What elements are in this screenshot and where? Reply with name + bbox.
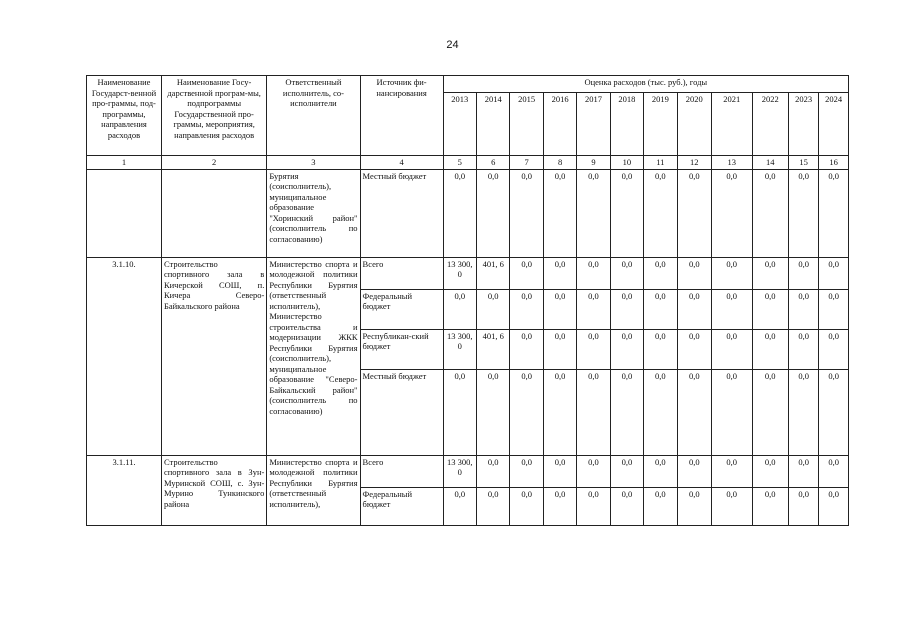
value-cell: 0,0 xyxy=(577,369,610,455)
column-number: 2 xyxy=(161,156,266,170)
item-code: 3.1.11. xyxy=(87,455,162,525)
empty-cell xyxy=(87,169,162,257)
value-cell: 0,0 xyxy=(752,289,788,329)
value-cell: 0,0 xyxy=(510,329,543,369)
value-cell: 13 300, 0 xyxy=(443,455,476,487)
column-number: 15 xyxy=(788,156,818,170)
value-cell: 0,0 xyxy=(677,329,711,369)
page-number: 24 xyxy=(446,39,459,51)
year-cell: 2014 xyxy=(477,93,510,156)
executor-cell: Министерство спорта и молодежной политики Республики Бурятия (ответственный исполнитель), Министерство строительства и модернизации ЖКК Республики Бурятия (соисполнитель), муниципальное образование "Северо-Байкальский район" (соисполнитель по согласованию) xyxy=(267,257,360,455)
header-estimate: Оценка расходов (тыс. руб.), годы xyxy=(443,76,848,93)
value-cell: 0,0 xyxy=(477,289,510,329)
value-cell: 0,0 xyxy=(577,455,610,487)
value-cell: 0,0 xyxy=(577,257,610,289)
column-number: 11 xyxy=(644,156,677,170)
value-cell: 0,0 xyxy=(443,369,476,455)
column-number: 4 xyxy=(360,156,443,170)
value-cell: 401, 6 xyxy=(477,329,510,369)
value-cell: 0,0 xyxy=(677,369,711,455)
column-number: 7 xyxy=(510,156,543,170)
value-cell: 0,0 xyxy=(543,257,576,289)
value-cell: 0,0 xyxy=(677,455,711,487)
column-number: 12 xyxy=(677,156,711,170)
value-cell: 401, 6 xyxy=(477,257,510,289)
value-cell: 0,0 xyxy=(510,369,543,455)
source-cell: Местный бюджет xyxy=(360,369,443,455)
value-cell: 0,0 xyxy=(788,487,818,525)
column-number: 5 xyxy=(443,156,476,170)
value-cell: 0,0 xyxy=(788,329,818,369)
value-cell: 0,0 xyxy=(711,169,752,257)
header-col-2: Наименование Госу-дарственной програм-мы, подпрограммы Государственной про-граммы, мероприятия, направления расходов xyxy=(161,76,266,156)
value-cell: 0,0 xyxy=(819,487,849,525)
column-number: 13 xyxy=(711,156,752,170)
value-cell: 0,0 xyxy=(543,369,576,455)
value-cell: 0,0 xyxy=(711,257,752,289)
value-cell: 0,0 xyxy=(752,169,788,257)
year-cell: 2019 xyxy=(644,93,677,156)
column-number: 1 xyxy=(87,156,162,170)
executor-cell: Бурятия (соисполнитель), муниципальное образование "Хоринский район" (соисполнитель по согласованию) xyxy=(267,169,360,257)
value-cell: 0,0 xyxy=(788,169,818,257)
value-cell: 0,0 xyxy=(677,169,711,257)
year-cell: 2023 xyxy=(788,93,818,156)
value-cell: 0,0 xyxy=(819,169,849,257)
value-cell: 0,0 xyxy=(577,487,610,525)
value-cell: 0,0 xyxy=(577,329,610,369)
source-cell: Всего xyxy=(360,257,443,289)
value-cell: 0,0 xyxy=(677,257,711,289)
year-cell: 2021 xyxy=(711,93,752,156)
value-cell: 0,0 xyxy=(819,289,849,329)
value-cell: 0,0 xyxy=(610,169,643,257)
value-cell: 0,0 xyxy=(577,169,610,257)
year-cell: 2016 xyxy=(543,93,576,156)
value-cell: 0,0 xyxy=(610,329,643,369)
column-number: 14 xyxy=(752,156,788,170)
source-cell: Федеральный бюджет xyxy=(360,487,443,525)
header-row xyxy=(87,76,849,93)
value-cell: 0,0 xyxy=(510,289,543,329)
table-row xyxy=(87,257,849,289)
value-cell: 0,0 xyxy=(644,487,677,525)
value-cell: 0,0 xyxy=(610,289,643,329)
value-cell: 0,0 xyxy=(819,369,849,455)
item-code: 3.1.10. xyxy=(87,257,162,455)
value-cell: 0,0 xyxy=(610,487,643,525)
value-cell: 0,0 xyxy=(644,369,677,455)
value-cell: 0,0 xyxy=(752,257,788,289)
source-cell: Всего xyxy=(360,455,443,487)
value-cell: 0,0 xyxy=(644,289,677,329)
value-cell: 0,0 xyxy=(711,487,752,525)
value-cell: 0,0 xyxy=(752,369,788,455)
column-number: 6 xyxy=(477,156,510,170)
value-cell: 0,0 xyxy=(477,455,510,487)
value-cell: 0,0 xyxy=(677,289,711,329)
value-cell: 0,0 xyxy=(711,455,752,487)
value-cell: 0,0 xyxy=(644,455,677,487)
value-cell: 13 300, 0 xyxy=(443,257,476,289)
table-row xyxy=(87,169,849,257)
budget-table xyxy=(86,75,849,526)
empty-cell xyxy=(161,169,266,257)
value-cell: 0,0 xyxy=(788,289,818,329)
header-col-1: Наименование Государст-венной про-граммы, под-программы, направления расходов xyxy=(87,76,162,156)
column-number-row xyxy=(87,156,849,170)
value-cell: 0,0 xyxy=(510,455,543,487)
value-cell: 0,0 xyxy=(752,455,788,487)
value-cell: 0,0 xyxy=(711,329,752,369)
value-cell: 0,0 xyxy=(477,487,510,525)
value-cell: 0,0 xyxy=(477,169,510,257)
year-cell: 2022 xyxy=(752,93,788,156)
value-cell: 0,0 xyxy=(610,369,643,455)
value-cell: 0,0 xyxy=(510,487,543,525)
value-cell: 0,0 xyxy=(752,487,788,525)
value-cell: 0,0 xyxy=(510,257,543,289)
value-cell: 0,0 xyxy=(477,369,510,455)
value-cell: 0,0 xyxy=(819,257,849,289)
year-cell: 2013 xyxy=(443,93,476,156)
value-cell: 0,0 xyxy=(543,169,576,257)
year-cell: 2017 xyxy=(577,93,610,156)
value-cell: 0,0 xyxy=(443,487,476,525)
column-number: 3 xyxy=(267,156,360,170)
value-cell: 13 300, 0 xyxy=(443,329,476,369)
year-cell: 2020 xyxy=(677,93,711,156)
value-cell: 0,0 xyxy=(752,329,788,369)
value-cell: 0,0 xyxy=(711,369,752,455)
column-number: 8 xyxy=(543,156,576,170)
column-number: 16 xyxy=(819,156,849,170)
value-cell: 0,0 xyxy=(819,329,849,369)
value-cell: 0,0 xyxy=(819,455,849,487)
value-cell: 0,0 xyxy=(711,289,752,329)
source-cell: Республикан-ский бюджет xyxy=(360,329,443,369)
table-row xyxy=(87,455,849,487)
value-cell: 0,0 xyxy=(543,329,576,369)
value-cell: 0,0 xyxy=(788,455,818,487)
value-cell: 0,0 xyxy=(577,289,610,329)
source-cell: Местный бюджет xyxy=(360,169,443,257)
year-cell: 2018 xyxy=(610,93,643,156)
value-cell: 0,0 xyxy=(788,257,818,289)
value-cell: 0,0 xyxy=(610,257,643,289)
value-cell: 0,0 xyxy=(677,487,711,525)
value-cell: 0,0 xyxy=(543,455,576,487)
header-col-3: Ответственный исполнитель, со-исполнители xyxy=(267,76,360,156)
year-cell: 2024 xyxy=(819,93,849,156)
value-cell: 0,0 xyxy=(543,289,576,329)
column-number: 9 xyxy=(577,156,610,170)
executor-cell: Министерство спорта и молодежной политики Республики Бурятия (ответственный исполнитель), xyxy=(267,455,360,525)
item-name: Строительство спортивного зала в Зун-Муринской СОШ, с. Зун-Мурино Тункинского района xyxy=(161,455,266,525)
source-cell: Федеральный бюджет xyxy=(360,289,443,329)
column-number: 10 xyxy=(610,156,643,170)
item-name: Строительство спортивного зала в Кичерской СОШ, п. Кичера Северо-Байкальского района xyxy=(161,257,266,455)
value-cell: 0,0 xyxy=(644,169,677,257)
value-cell: 0,0 xyxy=(543,487,576,525)
value-cell: 0,0 xyxy=(644,257,677,289)
year-cell: 2015 xyxy=(510,93,543,156)
value-cell: 0,0 xyxy=(788,369,818,455)
value-cell: 0,0 xyxy=(443,289,476,329)
value-cell: 0,0 xyxy=(610,455,643,487)
header-col-4: Источник фи-нансирования xyxy=(360,76,443,156)
value-cell: 0,0 xyxy=(443,169,476,257)
value-cell: 0,0 xyxy=(644,329,677,369)
value-cell: 0,0 xyxy=(510,169,543,257)
